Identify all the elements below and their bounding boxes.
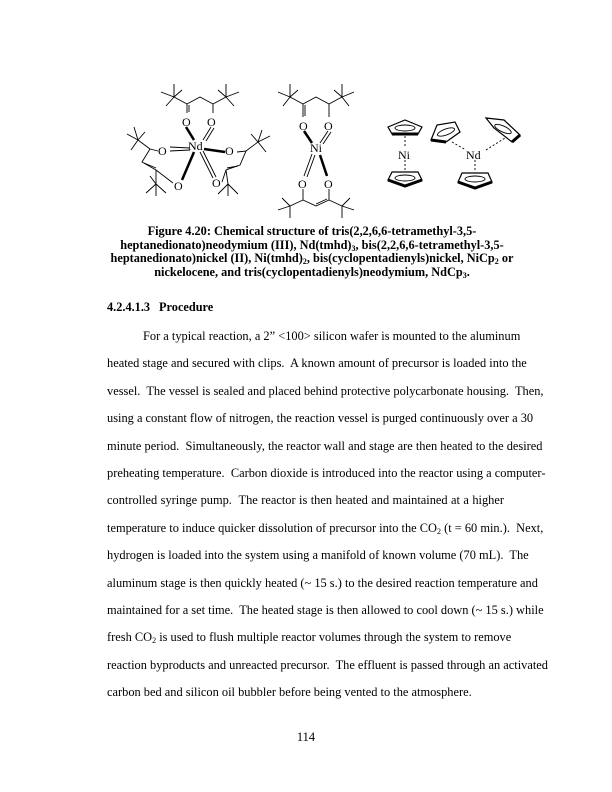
body-text: temperature to induce quicker dissolution of precursor into the CO — [107, 520, 437, 535]
caption-text: nickelocene, and tris(cyclopentadienyls)neodymium, NdCp — [154, 264, 463, 279]
neodymium-label: Nd — [188, 139, 203, 153]
caption-line — [100, 266, 524, 280]
caption-text: Figure 4.20: Chemical structure of tris(2,2,6,6-tetramethyl-3,5- — [147, 224, 477, 238]
body-line — [107, 493, 504, 508]
ndcp3-structure — [431, 118, 520, 188]
body-text: using a constant flow of nitrogen, the reaction vessel is purged continuously over a 30 — [107, 411, 534, 426]
caption-text: , bis(2,2,6,6-tetramethyl-3,5- — [355, 237, 504, 252]
body-text: preheating temperature. Carbon dioxide is introduced into the reactor using a computer- — [107, 466, 546, 480]
body-line — [143, 329, 521, 344]
body-line — [107, 520, 544, 536]
body-line — [107, 383, 544, 399]
body-line — [107, 438, 543, 454]
body-line — [107, 603, 544, 618]
oxygen-label: O — [158, 144, 167, 158]
body-line — [107, 685, 504, 700]
caption-text: , bis(cyclopentadienyls)nickel, NiCp — [306, 251, 495, 265]
section-number: 4.2.4.1.3 — [107, 300, 151, 314]
body-text: controlled syringe pump. The reactor is then heated and maintained at a higher — [107, 493, 504, 508]
caption-subscript: 2 — [494, 257, 499, 266]
body-text: aluminum stage is then quickly heated (~ 15 s.) to the desired reaction temperature and — [107, 575, 538, 590]
nickelocene-structure — [388, 120, 422, 186]
subscript: 2 — [152, 636, 157, 646]
oxygen-label: O — [212, 176, 221, 190]
body-text: heated stage and secured with clips. A known amount of precursor is loaded into the — [107, 356, 527, 371]
caption-text: heptanedionato)nickel (II), Ni(tmhd) — [110, 251, 303, 265]
caption-subscript: 3 — [462, 270, 467, 280]
chemical-structures-figure — [0, 0, 612, 220]
body-text: is used to flush multiple reactor volumes through the system to remove — [156, 630, 512, 645]
nd-tmhd3-structure — [127, 84, 270, 196]
body-text: maintained for a set time. The heated stage is then allowed to cool down (~ 15 s.) while — [107, 603, 544, 617]
oxygen-label: O — [207, 115, 216, 129]
body-line — [107, 657, 548, 673]
body-text: vessel. The vessel is sealed and placed behind protective polycarbonate housing. Then, — [107, 383, 544, 398]
body-line — [107, 548, 529, 563]
nickel-label: Ni — [310, 141, 322, 155]
oxygen-label: O — [324, 177, 333, 191]
body-line — [107, 411, 534, 426]
section-heading — [107, 300, 213, 315]
caption-text: or — [498, 251, 514, 265]
caption-text: . — [466, 264, 470, 279]
oxygen-label: O — [298, 177, 307, 191]
ni-tmhd2-structure — [278, 84, 354, 218]
subscript: 2 — [437, 526, 441, 536]
body-line — [107, 356, 527, 371]
body-text: (t = 60 min.). Next, — [441, 520, 544, 535]
body-text: For a typical reaction, a 2” <100> silicon wafer is mounted to the aluminum — [143, 329, 521, 343]
caption-line — [100, 239, 524, 253]
body-text: reaction byproducts and unreacted precursor. The effluent is passed through an activated — [107, 657, 548, 672]
oxygen-label: O — [225, 144, 234, 158]
body-line — [107, 630, 512, 646]
page-number: 114 — [296, 730, 316, 744]
section-title: Procedure — [159, 300, 214, 314]
oxygen-label: O — [174, 179, 183, 193]
oxygen-label: O — [299, 119, 308, 133]
nickel-label: Ni — [398, 148, 410, 162]
body-text: minute period. Simultaneously, the reactor wall and stage are then heated to the desired — [107, 438, 543, 453]
oxygen-label: O — [324, 119, 333, 133]
caption-line — [100, 252, 524, 266]
body-line — [107, 575, 538, 591]
caption-subscript: 2 — [302, 257, 307, 266]
body-text: fresh CO — [107, 630, 153, 645]
figure-caption — [100, 225, 524, 279]
body-text: hydrogen is loaded into the system using a manifold of known volume (70 mL). The — [107, 548, 529, 563]
body-text: carbon bed and silicon oil bubbler before being vented to the atmosphere. — [107, 685, 472, 700]
body-line — [107, 466, 546, 481]
caption-line — [100, 225, 524, 239]
neodymium-label: Nd — [466, 148, 481, 162]
caption-subscript: 3 — [351, 243, 356, 253]
caption-text: heptanedionato)neodymium (III), Nd(tmhd) — [120, 237, 352, 252]
oxygen-label: O — [182, 115, 191, 129]
